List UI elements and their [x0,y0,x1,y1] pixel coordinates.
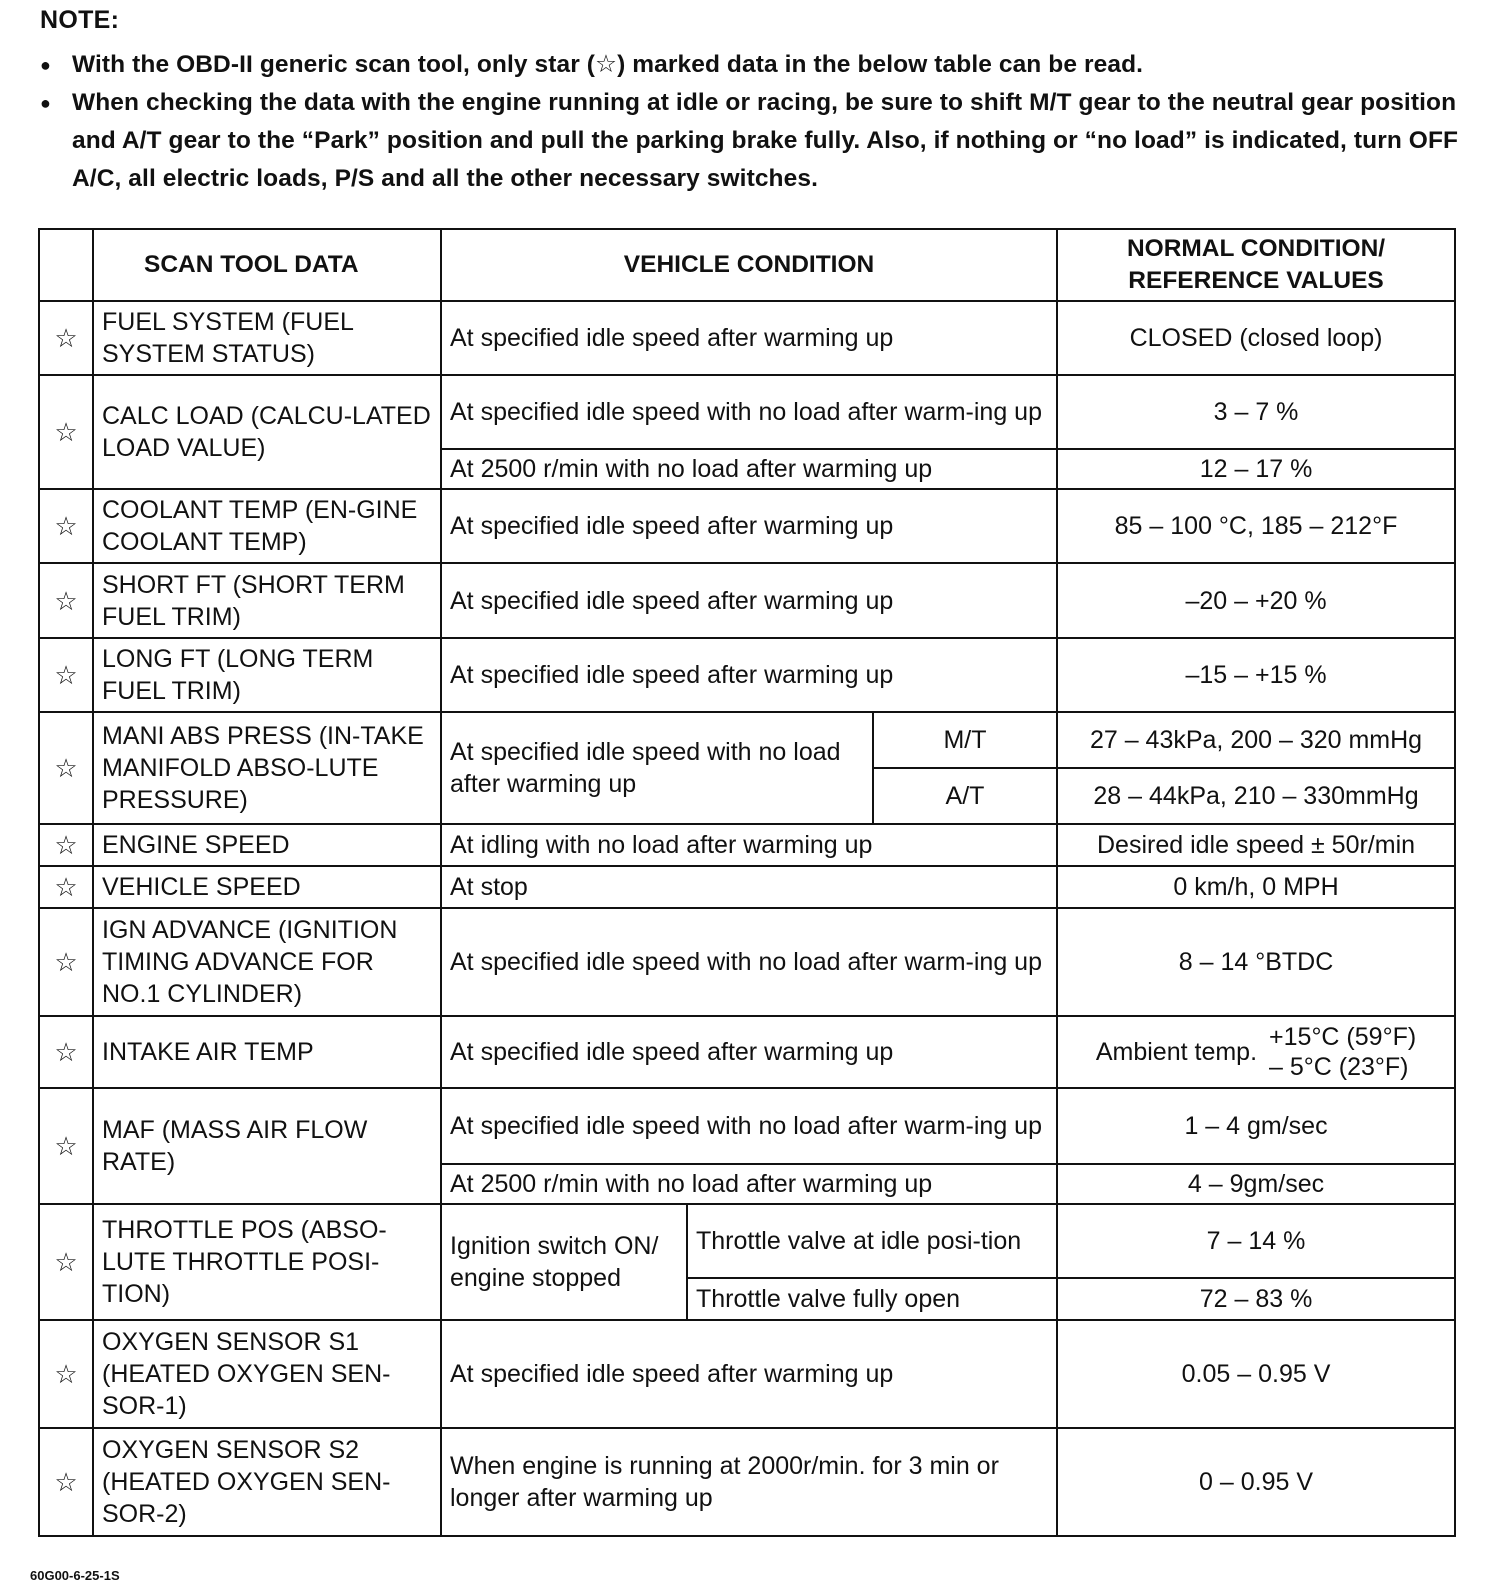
note-title: NOTE: [40,6,120,34]
table-row [39,375,1455,449]
vehicle-condition: When engine is running at 2000r/min. for 3 min or longer after warming up [441,1428,1057,1536]
vehicle-condition: At idling with no load after warming up [441,824,1057,866]
vehicle-condition: At stop [441,866,1057,908]
header-reference-line2: REFERENCE VALUES [1128,267,1384,294]
reference-value: 12 – 17 % [1057,449,1455,489]
star-icon: ☆ [39,1204,93,1320]
transmission-at-label: A/T [873,768,1057,824]
table-row [39,1204,1455,1278]
table-row [39,1320,1455,1428]
reference-value: 0 km/h, 0 MPH [1057,866,1455,908]
vehicle-condition: At specified idle speed with no load after warm-ing up [441,375,1057,449]
reference-value: 72 – 83 % [1057,1278,1455,1320]
vehicle-condition: At specified idle speed after warming up [441,638,1057,712]
header-star-column [39,229,93,301]
document-code: 60G00-6-25-1S [30,1568,120,1583]
scan-data-name: INTAKE AIR TEMP [93,1016,441,1088]
header-scan-tool-data: SCAN TOOL DATA [93,229,441,301]
star-icon: ☆ [39,712,93,824]
scan-data-name: OXYGEN SENSOR S2 (HEATED OXYGEN SEN-SOR-2) [93,1428,441,1536]
table-row [39,563,1455,638]
scan-data-name: SHORT FT (SHORT TERM FUEL TRIM) [93,563,441,638]
vehicle-condition: At specified idle speed after warming up [441,563,1057,638]
vehicle-condition: At specified idle speed after warming up [441,1016,1057,1088]
star-icon: ☆ [39,1320,93,1428]
reference-value [1057,1016,1455,1088]
table-header-row [39,229,1455,301]
ambient-temp-plus: +15°C (59°F) [1269,1023,1417,1051]
reference-value: 27 – 43kPa, 200 – 320 mmHg [1057,712,1455,768]
vehicle-condition: At specified idle speed after warming up [441,1320,1057,1428]
reference-value: 4 – 9gm/sec [1057,1164,1455,1204]
reference-value: Desired idle speed ± 50r/min [1057,824,1455,866]
reference-value: 28 – 44kPa, 210 – 330mmHg [1057,768,1455,824]
table-row [39,824,1455,866]
reference-value: 3 – 7 % [1057,375,1455,449]
vehicle-condition: At specified idle speed after warming up [441,489,1057,563]
scan-data-name: THROTTLE POS (ABSO-LUTE THROTTLE POSI-TION) [93,1204,441,1320]
table-row [39,638,1455,712]
reference-value: 1 – 4 gm/sec [1057,1088,1455,1164]
scan-data-name: ENGINE SPEED [93,824,441,866]
vehicle-condition: At specified idle speed with no load after warm-ing up [441,1088,1057,1164]
scan-data-name: IGN ADVANCE (IGNITION TIMING ADVANCE FOR NO.1 CYLINDER) [93,908,441,1016]
star-icon: ☆ [39,638,93,712]
reference-value: 7 – 14 % [1057,1204,1455,1278]
note-bullet: ● With the OBD-II generic scan tool, only star (☆) marked data in the below table can be read. [40,46,1470,84]
scan-data-name: MAF (MASS AIR FLOW RATE) [93,1088,441,1204]
table-row [39,908,1455,1016]
scan-data-name: LONG FT (LONG TERM FUEL TRIM) [93,638,441,712]
table-row [39,712,1455,768]
star-icon: ☆ [39,866,93,908]
table-row [39,1428,1455,1536]
table-row [39,1016,1455,1088]
star-icon: ☆ [39,1088,93,1204]
throttle-sub-condition: Throttle valve fully open [687,1278,1057,1320]
vehicle-condition: At specified idle speed with no load after warming up [441,712,873,824]
scan-data-name: VEHICLE SPEED [93,866,441,908]
ambient-temp-value [1066,1022,1446,1082]
scan-data-name: MANI ABS PRESS (IN-TAKE MANIFOLD ABSO-LUTE PRESSURE) [93,712,441,824]
header-reference-line1: NORMAL CONDITION/ [1126,235,1386,262]
reference-value: 85 – 100 °C, 185 – 212°F [1057,489,1455,563]
scan-data-name: FUEL SYSTEM (FUEL SYSTEM STATUS) [93,301,441,375]
throttle-sub-condition: Throttle valve at idle posi-tion [687,1204,1057,1278]
ambient-temp-range [1269,1022,1416,1082]
table-row [39,1088,1455,1164]
reference-value: –15 – +15 % [1057,638,1455,712]
star-icon: ☆ [39,1428,93,1536]
vehicle-condition: Ignition switch ON/ engine stopped [441,1204,687,1320]
scan-data-name: OXYGEN SENSOR S1 (HEATED OXYGEN SEN-SOR-1) [93,1320,441,1428]
reference-value: –20 – +20 % [1057,563,1455,638]
reference-value: 0.05 – 0.95 V [1057,1320,1455,1428]
star-icon: ☆ [39,908,93,1016]
vehicle-condition: At 2500 r/min with no load after warming up [441,1164,1057,1204]
ambient-temp-minus: – 5°C (23°F) [1269,1053,1409,1081]
scan-data-name: COOLANT TEMP (EN-GINE COOLANT TEMP) [93,489,441,563]
vehicle-condition: At specified idle speed after warming up [441,301,1057,375]
transmission-mt-label: M/T [873,712,1057,768]
scan-tool-data-table [38,228,1456,1537]
table-row [39,489,1455,563]
table-row [39,301,1455,375]
table-row [39,866,1455,908]
star-icon: ☆ [39,301,93,375]
header-reference-values [1057,229,1455,301]
note-bullet: ● When checking the data with the engine running at idle or racing, be sure to shift M/T gear to the neutral gear position and A/T gear to the “Park” position and pull the parking brake fully. Also, if nothing or “no load” is indicated, turn OFF A/C, all electric loads, P/S and all the other necessary switches. [40,84,1470,198]
reference-value: 8 – 14 °BTDC [1057,908,1455,1016]
vehicle-condition: At specified idle speed with no load after warm-ing up [441,908,1057,1016]
star-icon: ☆ [39,375,93,489]
reference-value: CLOSED (closed loop) [1057,301,1455,375]
ambient-temp-label: Ambient temp. [1095,1038,1258,1066]
scan-data-name: CALC LOAD (CALCU-LATED LOAD VALUE) [93,375,441,489]
star-icon: ☆ [39,824,93,866]
star-icon: ☆ [39,1016,93,1088]
header-vehicle-condition: VEHICLE CONDITION [441,229,1057,301]
reference-value: 0 – 0.95 V [1057,1428,1455,1536]
star-icon: ☆ [39,489,93,563]
vehicle-condition: At 2500 r/min with no load after warming up [441,449,1057,489]
star-icon: ☆ [39,563,93,638]
note-bullet-list [40,46,1470,198]
